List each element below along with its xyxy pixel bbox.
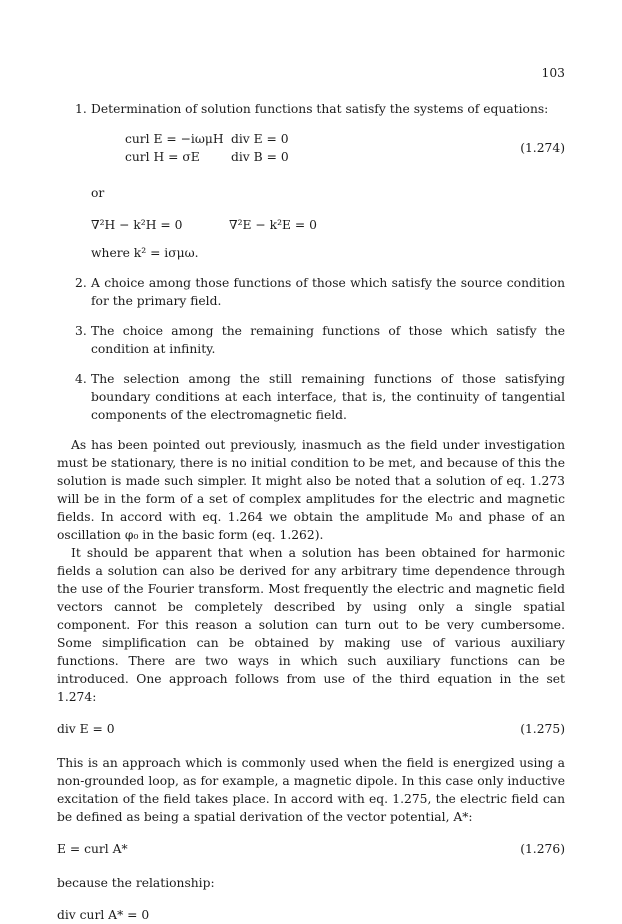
equation-number: (1.276) — [520, 842, 565, 856]
eq-or: or — [91, 186, 105, 200]
equation-div-curl — [57, 906, 565, 924]
eq-div-e: div E = 0 — [231, 132, 289, 146]
eq-curl-e: curl E = −iωμH — [125, 132, 224, 146]
list-item-3 — [57, 322, 565, 358]
eq-where: where k² = iσμω. — [91, 246, 199, 260]
list-number: 2. — [75, 276, 87, 290]
equation-1-275 — [57, 720, 565, 738]
paragraph-2: It should be apparent that when a solution has been obtained for harmonic fields a solution can also be derived for any arbitrary time dependence through the use of the Fourier transform. Most frequently the electric and magnetic field vectors cannot be completely described by using only a single spatial component. For this reason a solution can turn out to be very cumbersome. Some simplification can be obtained by making use of various auxiliary functions. There are two ways in which such auxiliary functions can be introduced. One approach follows from use of the third equation in the set 1.274: — [57, 546, 565, 704]
list-item-2 — [57, 274, 565, 310]
list-item-1 — [57, 100, 565, 118]
list-item-text: The selection among the still remaining functions of those satisfying boundary conditions at each interface, that is, the continuity of tangential components of the electromagnetic field. — [91, 372, 565, 422]
equation-number: (1.275) — [520, 722, 565, 736]
list-item-4 — [57, 370, 565, 424]
equation-text: E = curl A* — [57, 842, 128, 856]
equation-text: div E = 0 — [57, 722, 115, 736]
list-item-text: The choice among the remaining functions of those which satisfy the condition at infinity. — [91, 324, 565, 356]
eq-helmholtz-h: ∇²H − k²H = 0 — [91, 218, 183, 232]
equation-1-274 — [57, 130, 565, 170]
list-number: 1. — [75, 102, 87, 116]
equation-number: (1.274) — [520, 141, 565, 155]
list-item-text: Determination of solution functions that satisfy the systems of equations: — [91, 102, 549, 116]
paragraph-1: As has been pointed out previously, inasmuch as the field under investigation must be stationary, there is no initial condition to be met, and because of this the solution is made such simpler. It might also be noted that a solution of eq. 1.273 will be in the form of a set of complex amplitudes for the electric and magnetic fields. In accord with eq. 1.264 we obtain the amplitude M₀ and phase of an oscillation φ₀ in the basic form (eq. 1.262). — [57, 438, 565, 542]
list-number: 4. — [75, 372, 87, 386]
equation-1-276 — [57, 840, 565, 858]
list-item-text: A choice among those functions of those which satisfy the source condition for the primary field. — [91, 276, 565, 308]
paragraph-3: This is an approach which is commonly used when the field is energized using a non-grounded loop, as for example, a magnetic dipole. In this case only inductive excitation of the field takes place. In accord with eq. 1.275, the electric field can be defined as being a spatial derivation of the vector potential, A*: — [57, 756, 565, 824]
eq-div-b: div B = 0 — [231, 150, 289, 164]
paragraph-4: because the relationship: — [57, 876, 215, 890]
page-number: 103 — [541, 66, 565, 80]
equation-text: div curl A* = 0 — [57, 908, 150, 922]
list-number: 3. — [75, 324, 87, 338]
eq-helmholtz-e: ∇²E − k²E = 0 — [229, 218, 317, 232]
helmholtz-equations — [57, 216, 565, 234]
eq-curl-h: curl H = σE — [125, 150, 200, 164]
page-body — [57, 100, 565, 924]
